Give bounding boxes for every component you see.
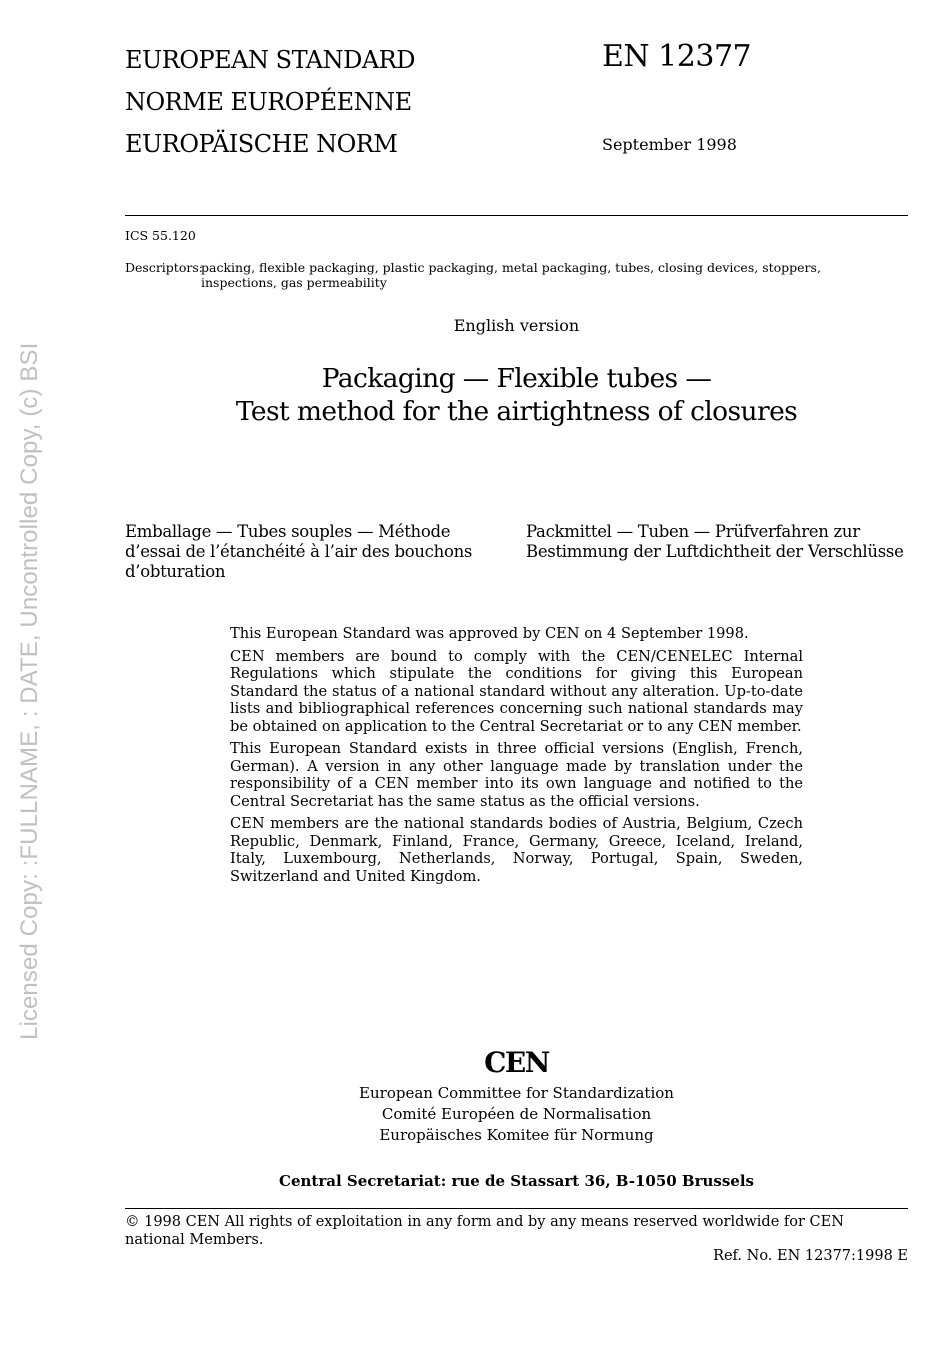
document-title — [125, 362, 908, 428]
cen-name-english: European Committee for Standardization — [359, 1084, 674, 1102]
members-paragraph: CEN members are the national standards bodies of Austria, Belgium, Czech Republic, Denmark, Finland, France, Germany, Greece, Iceland, Ireland, Italy, Luxembourg, Netherlands, Norway, Portugal, Spain, Sweden, Switzerland and United Kingdom. — [230, 815, 803, 885]
title-line-1: Packaging — Flexible tubes — — [321, 363, 712, 394]
reference-number: Ref. No. EN 12377:1998 E — [713, 1248, 908, 1264]
header-divider — [125, 215, 908, 216]
central-secretariat-address: Central Secretariat: rue de Stassart 36, B-1050 Brussels — [279, 1172, 754, 1190]
license-watermark: Licensed Copy: :FULLNAME, : DATE, Uncontrolled Copy, (c) BSI — [16, 342, 43, 1040]
standard-name-french: NORME EUROPÉENNE — [125, 88, 412, 116]
french-title: Emballage — Tubes souples — Méthode d’essai de l’étanchéité à l’air des bouchons d’obturation — [125, 522, 473, 581]
approval-notes — [230, 625, 803, 890]
official-versions-paragraph: This European Standard exists in three official versions (English, French, German). A version in any other language made by translation under the responsibility of a CEN member into its own language and notified to the Central Secretariat has the same status as the official versions. — [230, 740, 803, 810]
compliance-paragraph: CEN members are bound to comply with the CEN/CENELEC Internal Regulations which stipulate the conditions for giving this European Standard the status of a national standard without any alteration. Up-to-date lists and bibliographical references concerning such national standards may be obtained on application to the Central Secretariat or to any CEN member. — [230, 647, 803, 735]
ics-code: ICS 55.120 — [125, 228, 196, 243]
approval-paragraph: This European Standard was approved by CEN on 4 September 1998. — [230, 625, 749, 642]
cen-logo: CEN — [484, 1046, 549, 1079]
cen-name-german: Europäisches Komitee für Normung — [379, 1126, 654, 1144]
title-line-2: Test method for the airtightness of closures — [235, 396, 798, 427]
standard-number: EN 12377 — [602, 39, 752, 74]
standard-name-german: EUROPÄISCHE NORM — [125, 130, 398, 158]
german-title: Packmittel — Tuben — Prüfverfahren zur Bestimmung der Luftdichtheit der Verschlüsse — [526, 522, 904, 561]
standard-name-english: EUROPEAN STANDARD — [125, 46, 415, 74]
cen-name-french: Comité Européen de Normalisation — [381, 1105, 652, 1123]
descriptors-text: packing, flexible packaging, plastic packaging, metal packaging, tubes, closing devices, stoppers, inspections, gas permeability — [201, 260, 821, 290]
publication-date: September 1998 — [602, 135, 737, 154]
descriptors-label: Descriptors: — [125, 260, 203, 275]
footer-divider — [125, 1208, 908, 1209]
copyright-notice: © 1998 CEN All rights of exploitation in any form and by any means reserved worldwide for CEN national Members. — [125, 1214, 844, 1248]
language-version: English version — [453, 316, 580, 335]
